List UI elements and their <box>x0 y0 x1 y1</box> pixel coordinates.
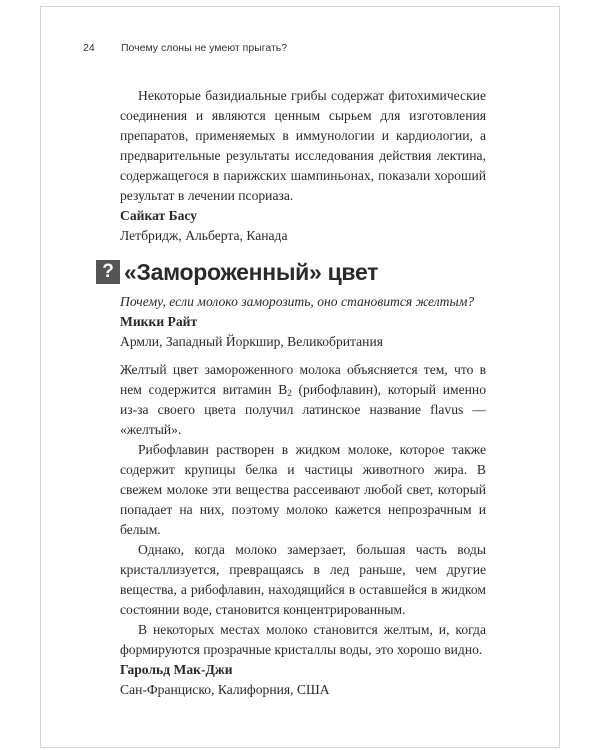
author-location: Сан-Франциско, Калифорния, США <box>120 682 330 697</box>
author-location: Летбридж, Альберта, Канада <box>120 228 288 243</box>
running-title: Почему слоны не умеют прыгать? <box>121 42 288 54</box>
answer-paragraph: Некоторые базидиальные грибы содержат фитохимические соединения и являются ценным сырьем для изготовления препаратов, применяемых в иммунологии и кардиологии, а предварительные результаты исследования действия лектина, содержащегося в парижских шампиньонах, показали хороший результат в лечении псориаза. <box>120 88 486 203</box>
question-text: Почему, если молоко заморозить, оно становится желтым? <box>120 294 475 309</box>
answer-paragraph-1: Желтый цвет замороженного молока объясняется тем, что в нем содержится витамин $B_2$ (рибофлавин), который именно из-за своего цвета получил латинское название flavus — «желтый». <box>120 362 486 437</box>
answer-block-1 <box>120 86 486 246</box>
author-name: Микки Райт <box>120 314 198 329</box>
answer-paragraph-3: Однако, когда молоко замерзает, большая часть воды кристаллизуется, превращаясь в лед раньше, чем другие вещества, а рибофлавин, находящийся в оставшейся в жидком состоянии воде, становится концентрированным. <box>120 542 486 617</box>
answer-paragraph-2: Рибофлавин растворен в жидком молоке, которое также содержит крупицы белка и частицы животного жира. В свежем молоке эти вещества рассеивают любой свет, который попадает на них, поэтому молоко кажется непрозрачным и белым. <box>120 442 486 537</box>
section-heading <box>96 259 378 285</box>
running-header <box>83 42 287 54</box>
author-name: Гарольд Мак-Джи <box>120 662 233 677</box>
question-mark-icon: ? <box>96 260 120 284</box>
question-block <box>120 292 486 700</box>
author-location: Армли, Западный Йоркшир, Великобритания <box>120 334 383 349</box>
author-name: Сайкат Басу <box>120 208 198 223</box>
answer-paragraph-4: В некоторых местах молоко становится желтым, и, когда формируются прозрачные кристаллы воды, это хорошо видно. <box>120 622 486 657</box>
page-number: 24 <box>83 42 95 54</box>
section-title: «Замороженный» цвет <box>124 258 379 285</box>
